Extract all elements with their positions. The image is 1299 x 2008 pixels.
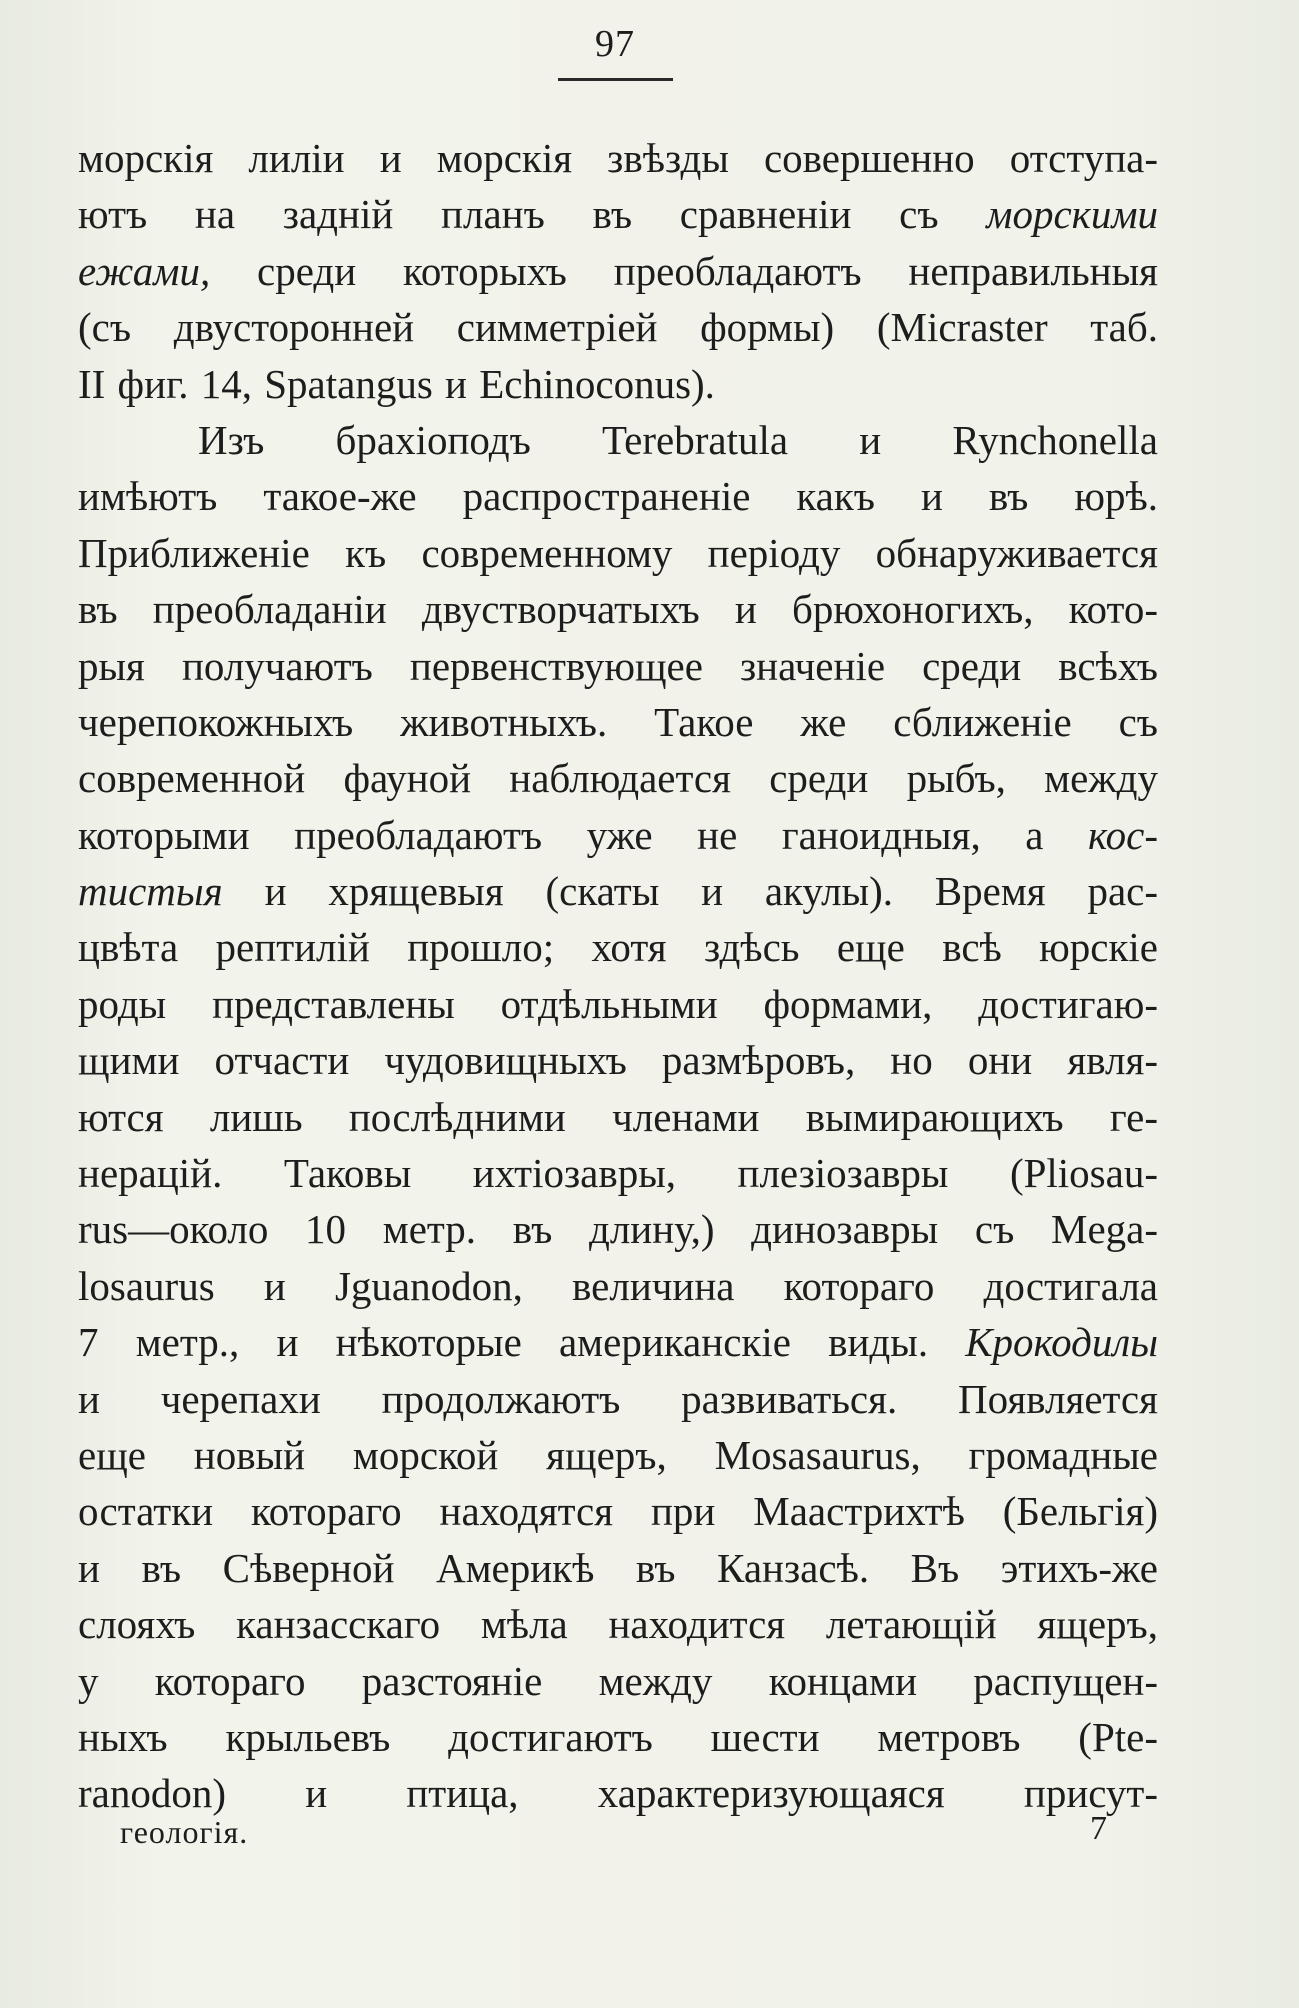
text-line: II фиг. 14, Spatangus и Echinoconus). — [78, 360, 715, 407]
text-line: и черепахи продолжаютъ развиваться. Появляется — [78, 1375, 1158, 1422]
text-line: ежами, среди которыхъ преобладаютъ неправильныя — [78, 247, 1158, 294]
header-rule — [558, 78, 673, 81]
text-line: (съ двусторонней симметріей формы) (Micraster таб. — [78, 304, 1158, 351]
text-line: тистыя и хрящевыя (скаты и акулы). Время рас- — [78, 868, 1158, 915]
text-line: нерацій. Таковы ихтіозавры, плезіозавры (Pliosau- — [78, 1150, 1158, 1197]
body-text — [78, 130, 1158, 1822]
italic-term: кос- — [1088, 811, 1158, 858]
text-line: ются лишь послѣдними членами вымирающихъ ге- — [78, 1093, 1158, 1140]
text-line: современной фауной наблюдается среди рыбъ, между — [78, 755, 1158, 802]
text-line: щими отчасти чудовищныхъ размѣровъ, но они явля- — [78, 1037, 1158, 1084]
text-line: остатки котораго находятся при Маастрихтѣ (Бельгія) — [78, 1488, 1158, 1535]
text-line: рыя получаютъ первенствующее значеніе среди всѣхъ — [78, 642, 1158, 689]
italic-term: морскими — [986, 191, 1158, 238]
text-line: ныхъ крыльевъ достигаютъ шести метровъ (Pte- — [78, 1713, 1158, 1760]
italic-term: Крокодилы — [965, 1319, 1158, 1366]
text-line: Изъ брахіоподъ Terebratula и Rynchonella — [198, 416, 1158, 463]
text-line: въ преобладаніи двустворчатыхъ и брюхоногихъ, кото- — [78, 586, 1158, 633]
italic-term: тистыя — [78, 868, 223, 915]
italic-term: ежами, — [78, 247, 211, 294]
text-line: имѣютъ такое-же распространеніе какъ и въ юрѣ. — [78, 473, 1158, 520]
text-line: слояхъ канзасскаго мѣла находится летающій ящеръ, — [78, 1601, 1158, 1648]
text-line: морскія лиліи и морскія звѣзды совершенно отступа- — [78, 135, 1158, 181]
text-line: у котораго разстояніе между концами распущен- — [78, 1657, 1158, 1704]
text-line: цвѣта рептилій прошло; хотя здѣсь еще всѣ юрскіе — [78, 924, 1158, 971]
text-line: ютъ на задній планъ въ сравненіи съ морскими — [78, 191, 1158, 238]
footer-sheet-number: 7 — [1090, 1810, 1107, 1847]
text-line: losaurus и Jguanodon, величина котораго достигала — [78, 1262, 1158, 1309]
page-number: 97 — [595, 23, 635, 65]
text-line: еще новый морской ящеръ, Mosasaurus, громадные — [78, 1431, 1158, 1478]
text-line: которыми преобладаютъ уже не ганоидныя, а кос- — [78, 811, 1158, 858]
text-line: Приближеніе къ современному періоду обнаруживается — [78, 529, 1158, 576]
text-line: 7 метр., и нѣкоторые американскіе виды. Крокодилы — [78, 1319, 1158, 1366]
text-line: и въ Сѣверной Америкѣ въ Канзасѣ. Въ этихъ-же — [78, 1544, 1158, 1591]
text-line: rus—около 10 метр. въ длину,) динозавры съ Mega- — [78, 1206, 1158, 1253]
text-line: черепокожныхъ животныхъ. Такое же сближеніе съ — [78, 698, 1158, 745]
text-line: роды представлены отдѣльными формами, достигаю- — [78, 980, 1158, 1027]
text-line: ranodon) и птица, характеризующаяся присут- — [78, 1770, 1158, 1817]
footer-signature: геологія. — [120, 1814, 249, 1850]
